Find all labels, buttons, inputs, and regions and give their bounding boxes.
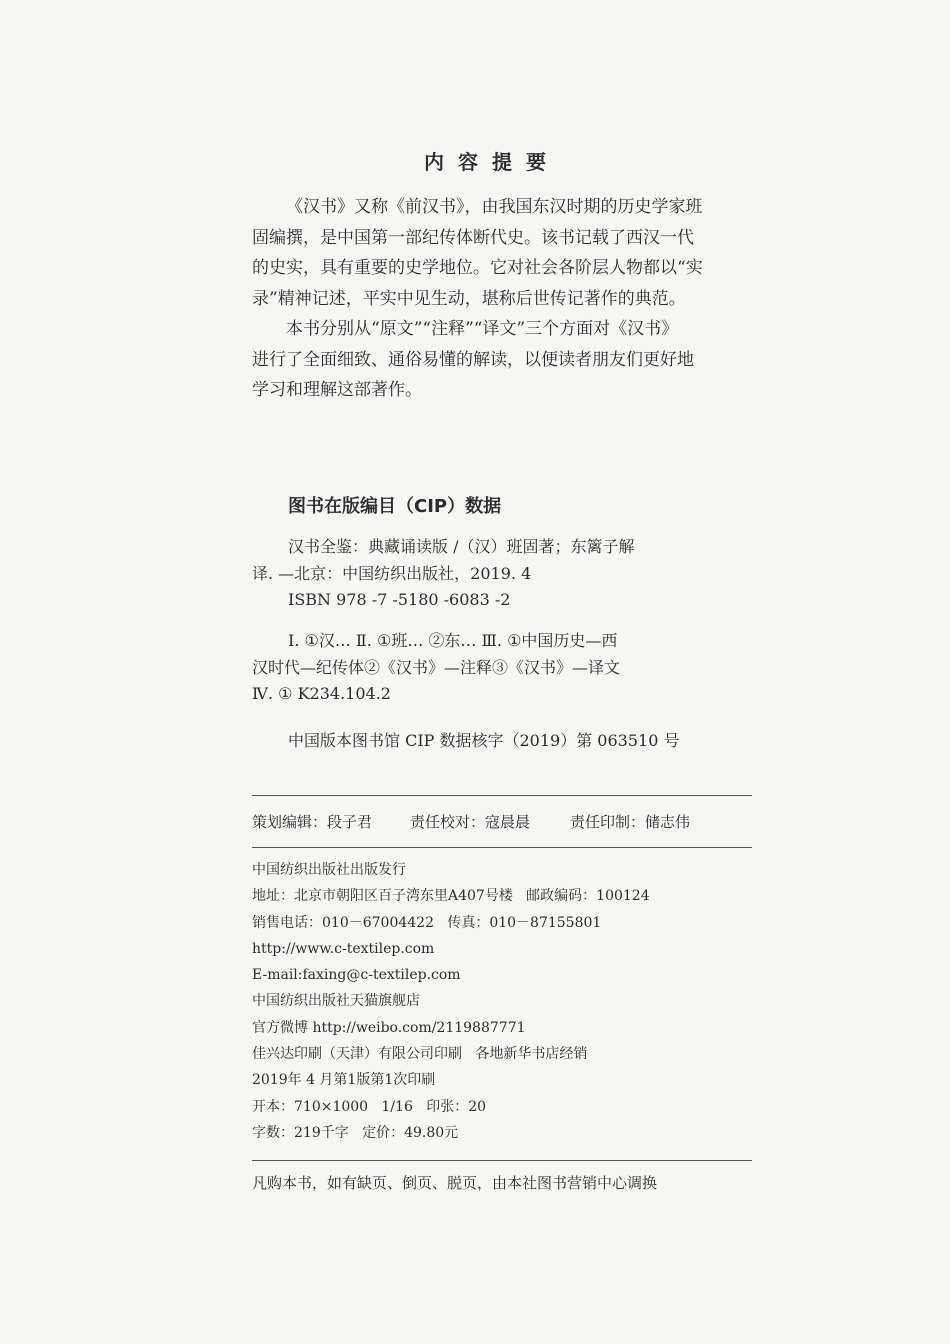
publisher-address: 地址：北京市朝阳区百子湾东里A407号楼 邮政编码：100124: [252, 888, 650, 905]
price-line: 字数：219千字 定价：49.80元: [252, 1124, 459, 1141]
publisher-line: 中国纺织出版社出版发行: [252, 862, 406, 878]
publisher-phone: 销售电话：010－67004422 传真：010－87155801: [252, 914, 602, 931]
cip-entry: [252, 534, 634, 614]
cip-heading: 图书在版编目（CIP）数据: [288, 496, 502, 517]
summary-line: 的史实，具有重要的史学地位。它对社会各阶层人物都以“实: [252, 258, 703, 278]
planning-editor: 策划编辑：段子君: [252, 813, 373, 831]
printer-line: 佳兴达印刷（天津）有限公司印刷 各地新华书店经销: [252, 1046, 588, 1063]
isbn: ISBN 978 -7 -5180 -6083 -2: [288, 590, 511, 609]
summary-line: 本书分别从“原文”“注释”“译文”三个方面对《汉书》: [286, 319, 679, 339]
divider: [252, 795, 752, 796]
publisher-weibo: 官方微博 http://weibo.com/2119887771: [252, 1019, 526, 1036]
summary-paragraph-2: [252, 314, 732, 406]
cip-classification-line: Ⅰ. ①汉… Ⅱ. ①班… ②东… Ⅲ. ①中国历史—西: [288, 631, 618, 650]
summary-line: 进行了全面细致、通俗易懂的解读，以便读者朋友们更好地: [252, 349, 694, 370]
format-line: 开本：710×1000 1/16 印张：20: [252, 1098, 487, 1115]
divider: [252, 847, 752, 848]
cip-entry-line: 汉书全鉴：典藏诵读版 /（汉）班固著；东篱子解: [288, 537, 635, 556]
summary-line: 录”精神记述，平实中见生动，堪称后世传记著作的典范。: [252, 288, 686, 309]
summary-paragraph-1: [252, 192, 732, 314]
cip-entry-line: 译. —北京：中国纺织出版社，2019. 4: [252, 563, 532, 583]
summary-line: 固编撰，是中国第一部纪传体断代史。该书记载了西汉一代: [252, 227, 694, 248]
cip-classification-line: Ⅳ. ① K234.104.2: [252, 684, 391, 703]
publisher-website: http://www.c-textilep.com: [252, 940, 435, 957]
summary-line: 《汉书》又称《前汉书》，由我国东汉时期的历史学家班: [286, 197, 703, 217]
summary-line: 学习和理解这部著作。: [252, 380, 422, 400]
cip-classification: [252, 628, 620, 708]
print-supervisor: 责任印制：储志伟: [570, 813, 691, 831]
publisher-store: 中国纺织出版社天猫旗舰店: [252, 993, 420, 1010]
publisher-email: E-mail:faxing@c-textilep.com: [252, 967, 461, 984]
proofreader: 责任校对：寇晨晨: [410, 813, 531, 831]
cip-record-number: 中国版本图书馆 CIP 数据核字（2019）第 063510 号: [288, 731, 680, 750]
return-notice: 凡购本书，如有缺页、倒页、脱页，由本社图书营销中心调换: [252, 1174, 658, 1192]
edition-line: 2019年 4 月第1版第1次印刷: [252, 1072, 436, 1089]
divider: [252, 1160, 752, 1161]
summary-title: 内容提要: [424, 150, 560, 174]
cip-classification-line: 汉时代—纪传体②《汉书》—注释③《汉书》—译文: [252, 657, 621, 677]
publisher-info: [252, 857, 650, 1146]
